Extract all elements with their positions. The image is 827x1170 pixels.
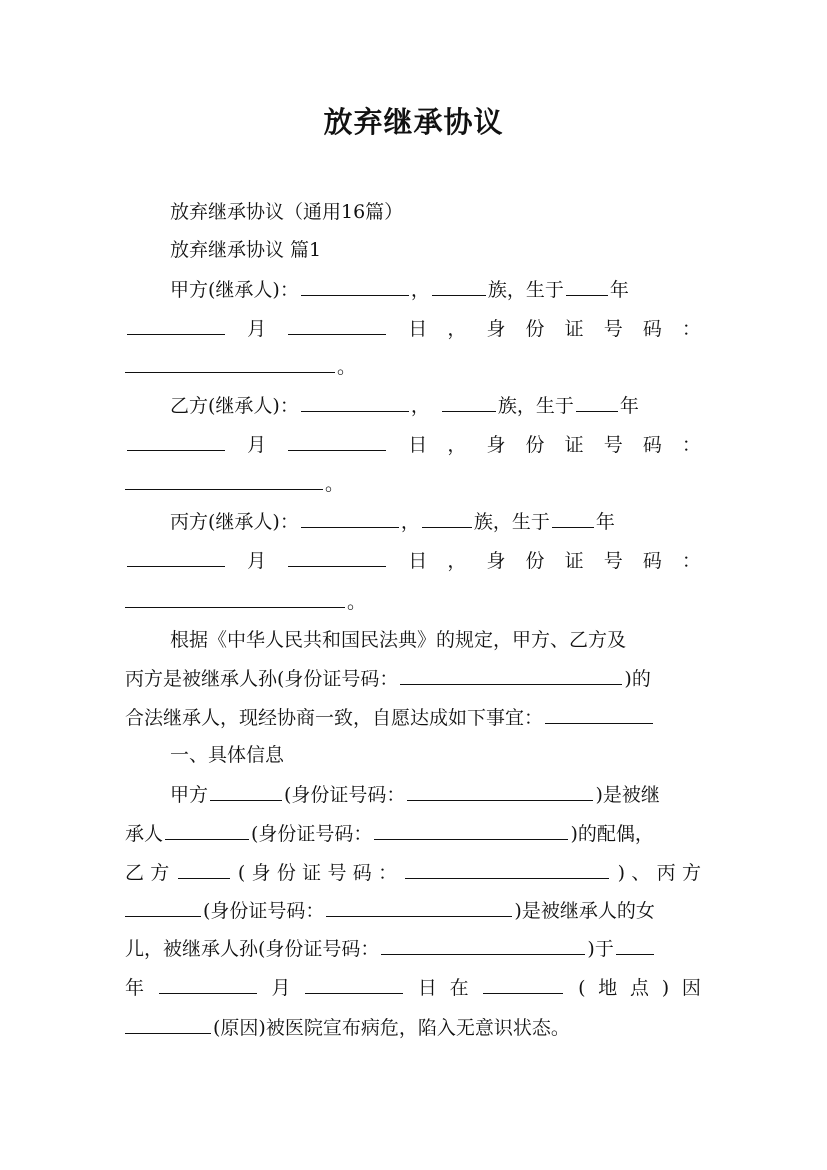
section-1-line1 <box>170 783 660 807</box>
document-heading: 放弃继承协议 篇1 <box>170 239 322 261</box>
text-span: )是被继承人的女 <box>514 900 655 922</box>
text-span: )的配偶， <box>570 823 654 845</box>
ethnicity-suffix: 族，生于 <box>497 395 574 417</box>
party-b-id-blank <box>125 472 323 490</box>
party-c-month-blank <box>127 549 225 567</box>
ethnicity-suffix: 族，生于 <box>487 279 564 301</box>
party-c-line3 <box>125 590 366 614</box>
ethnicity-suffix: 族，生于 <box>473 511 550 533</box>
text-span: 儿，被继承人孙(身份证号码： <box>125 938 380 960</box>
reason-blank <box>125 1016 211 1034</box>
period: 。 <box>325 473 345 495</box>
party-c-line1 <box>170 510 615 534</box>
text-span: 丙 <box>656 862 676 884</box>
text-span: )于 <box>587 938 614 960</box>
id-char: ： <box>681 434 701 456</box>
party-b-blank <box>178 861 230 879</box>
section-1-line2 <box>125 822 654 846</box>
party-b-line1 <box>170 394 639 418</box>
text-span: 承人 <box>125 823 164 845</box>
month-label: 月 <box>247 318 267 340</box>
year-label: 年 <box>619 395 639 417</box>
text-span: 码 <box>352 862 372 884</box>
id-char: 号 <box>603 318 623 340</box>
party-b-name-blank <box>301 394 409 412</box>
text-span: ： <box>378 862 398 884</box>
party-b-ethnicity-blank <box>442 394 496 412</box>
period: 。 <box>347 591 367 613</box>
text-span: 日 <box>417 977 437 999</box>
id-char: 份 <box>525 318 545 340</box>
text-span: 因 <box>681 977 701 999</box>
section-1-line3 <box>125 861 701 885</box>
id-char: 号 <box>603 434 623 456</box>
party-a-line2 <box>125 317 701 341</box>
period: 。 <box>337 356 357 378</box>
party-a-name-blank <box>301 278 409 296</box>
section-1-line4 <box>125 899 655 923</box>
id-char: 码 <box>642 434 662 456</box>
party-a-line3 <box>125 355 356 379</box>
text-span: 乙 <box>125 862 145 884</box>
month-blank <box>159 976 257 994</box>
text-span: ( <box>237 862 246 884</box>
year-blank <box>616 937 654 955</box>
text-span: 点 <box>629 977 649 999</box>
party-c-ethnicity-blank <box>422 510 472 528</box>
id-char: ： <box>681 550 701 572</box>
party-a-label: 甲方(继承人)： <box>170 279 299 301</box>
party-a-id-blank <box>407 783 593 801</box>
text-span: 月 <box>271 977 291 999</box>
id-char: 身 <box>486 550 506 572</box>
party-a-day-blank <box>288 317 386 335</box>
text-span: 号 <box>327 862 347 884</box>
party-a-year-blank <box>566 278 608 296</box>
party-b-month-blank <box>127 433 225 451</box>
id-char: 号 <box>603 550 623 572</box>
text-span: 合法继承人，现经协商一致，自愿达成如下事宜： <box>125 707 544 729</box>
party-b-id-blank <box>405 861 609 879</box>
decedent-id-blank <box>400 667 622 685</box>
text-span: ( <box>578 977 586 999</box>
id-char: 证 <box>564 318 584 340</box>
party-a-month-blank <box>127 317 225 335</box>
text-span: (身份证号码： <box>251 823 373 845</box>
comma: ， <box>447 434 467 456</box>
id-char: 码 <box>642 318 662 340</box>
text-span: 、 <box>631 862 651 884</box>
day-label: 日 <box>408 434 428 456</box>
section-1-line6 <box>125 976 701 1000</box>
month-label: 月 <box>247 550 267 572</box>
text-span: 丙方是被继承人孙(身份证号码： <box>125 668 399 690</box>
party-b-label: 乙方(继承人)： <box>170 395 299 417</box>
day-label: 日 <box>408 550 428 572</box>
party-a-id-blank <box>125 355 335 373</box>
section-1-line5 <box>125 937 656 961</box>
party-c-day-blank <box>288 549 386 567</box>
paragraph-1-line1: 根据《中华人民共和国民法典》的规定，甲方、乙方及 <box>170 629 627 651</box>
text-span: ) <box>661 977 670 999</box>
party-c-year-blank <box>552 510 594 528</box>
text-span: 方 <box>681 862 701 884</box>
party-c-blank <box>125 899 201 917</box>
party-c-label: 丙方(继承人)： <box>170 511 299 533</box>
party-b-line3 <box>125 472 344 496</box>
comma: ， <box>447 318 467 340</box>
party-c-id-blank <box>125 590 345 608</box>
id-char: 证 <box>564 434 584 456</box>
party-a-line1 <box>170 278 629 302</box>
document-subtitle: 放弃继承协议（通用16篇） <box>170 201 404 223</box>
text-span: 方 <box>150 862 170 884</box>
id-char: ： <box>681 318 701 340</box>
comma: ， <box>400 511 420 533</box>
matters-blank <box>545 706 653 724</box>
paragraph-1-line2 <box>125 667 651 691</box>
comma: ， <box>447 550 467 572</box>
document-title: 放弃继承协议 <box>323 105 504 139</box>
text-span: 年 <box>125 977 145 999</box>
text-span: 身 <box>251 862 271 884</box>
paragraph-1-line3 <box>125 706 655 730</box>
year-label: 年 <box>609 279 629 301</box>
id-char: 份 <box>525 550 545 572</box>
section-1-line7 <box>125 1016 570 1040</box>
text-span: 甲方 <box>170 784 209 806</box>
id-char: 身 <box>486 434 506 456</box>
text-span: (身份证号码： <box>203 900 325 922</box>
id-char: 码 <box>642 550 662 572</box>
decedent-id-blank <box>374 822 568 840</box>
text-span: 证 <box>302 862 322 884</box>
id-char: 证 <box>564 550 584 572</box>
decedent-id-blank <box>381 937 585 955</box>
place-blank <box>483 976 563 994</box>
party-a-ethnicity-blank <box>432 278 486 296</box>
party-c-id-blank <box>326 899 512 917</box>
party-b-year-blank <box>576 394 618 412</box>
text-span: 在 <box>449 977 469 999</box>
text-span: 份 <box>276 862 296 884</box>
text-span: )是被继 <box>595 784 660 806</box>
party-c-line2 <box>125 549 701 573</box>
party-c-name-blank <box>301 510 399 528</box>
text-span: )的 <box>624 668 651 690</box>
text-span: ) <box>617 862 626 884</box>
party-b-day-blank <box>288 433 386 451</box>
text-span: (原因)被医院宣布病危，陷入无意识状态。 <box>213 1017 570 1039</box>
text-span: (身份证号码： <box>284 784 406 806</box>
text-span: 地 <box>598 977 618 999</box>
day-label: 日 <box>408 318 428 340</box>
year-label: 年 <box>595 511 615 533</box>
id-char: 份 <box>525 434 545 456</box>
comma: ， <box>410 279 430 301</box>
decedent-blank <box>165 822 249 840</box>
party-b-line2 <box>125 433 701 457</box>
id-char: 身 <box>486 318 506 340</box>
month-label: 月 <box>247 434 267 456</box>
section-1-heading: 一、具体信息 <box>170 744 285 766</box>
day-blank <box>305 976 403 994</box>
party-a-blank <box>210 783 282 801</box>
comma: ， <box>410 395 430 417</box>
